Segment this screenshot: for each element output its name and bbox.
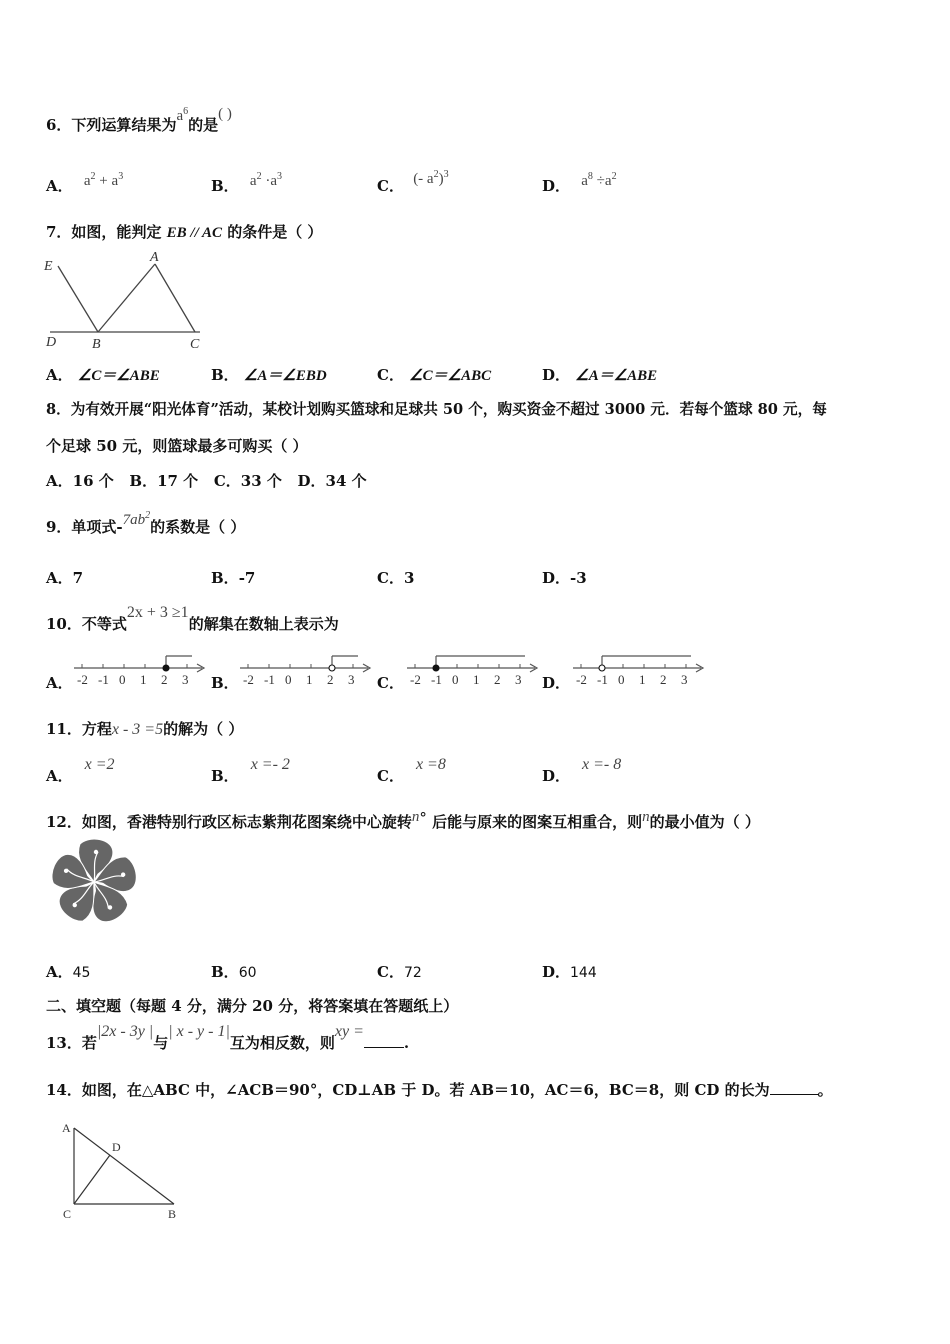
tick-label: 1: [473, 672, 480, 687]
q6-option-c[interactable]: [377, 169, 449, 196]
q12-option-c[interactable]: [377, 961, 422, 982]
q11-option-b[interactable]: [211, 756, 290, 786]
q8-line1: 8．为有效开展“阳光体育”活动，某校计划购买篮球和足球共 50 个，购买资金不超过 3000 元．若每个篮球 80 元，每: [46, 401, 827, 418]
label-c: C: [63, 1207, 72, 1221]
option-text: 3: [403, 569, 415, 587]
tick-label: 2: [327, 672, 334, 687]
q6-stem: [46, 106, 232, 135]
base: a: [270, 173, 278, 189]
option-letter: C．: [377, 963, 404, 981]
label-d: D: [46, 335, 57, 350]
option-letter: D．: [542, 963, 571, 981]
q7-figure: [40, 248, 215, 353]
tick-label: 0: [618, 672, 625, 687]
q10-stem-suffix: 的解集在数轴上表示为: [188, 615, 339, 633]
q13-abs2: | x - y - 1|: [168, 1023, 230, 1040]
q11-stem-prefix: 11．方程: [46, 720, 112, 738]
option-text: x =2: [84, 756, 115, 773]
q10-number-line-b: [236, 652, 376, 690]
q7-option-d[interactable]: [542, 364, 657, 385]
q6-option-d[interactable]: [542, 171, 617, 196]
q9-option-a[interactable]: [46, 567, 83, 588]
q10-option-c[interactable]: [377, 672, 404, 693]
option-letter: B．: [211, 674, 239, 692]
q10-option-b[interactable]: [211, 672, 239, 693]
q13-prefix: 13．若: [46, 1034, 97, 1052]
option-letter: A．: [46, 963, 73, 981]
q11-option-c[interactable]: [377, 756, 446, 786]
line-ac: [155, 264, 195, 332]
q11-stem: [46, 718, 243, 739]
tick-label: 1: [140, 672, 147, 687]
q7-stem: [46, 221, 322, 242]
side-ab: [74, 1128, 174, 1204]
label-c: C: [190, 337, 200, 352]
tick-label: 3: [681, 672, 688, 687]
option-text: ∠C＝∠ABC: [409, 368, 492, 384]
label-d: D: [112, 1140, 121, 1154]
q14-text: 14．如图，在△ABC 中，∠ACB＝90°，CD⊥AB 于 D。若 AB＝10，AC＝6，BC＝8，则 CD 的长为: [46, 1081, 770, 1099]
q10-number-line-a: [70, 652, 210, 690]
tick-label: 2: [161, 672, 168, 687]
q7-option-c[interactable]: [377, 364, 491, 385]
tick-label: 3: [182, 672, 189, 687]
q6-paren: ( ): [218, 106, 232, 122]
tick-label: -2: [77, 672, 88, 687]
tick-label: 0: [285, 672, 292, 687]
option-text: ∠A＝∠EBD: [243, 368, 327, 384]
q6-expr-exp: 6: [183, 106, 189, 117]
q12-degree: °: [419, 809, 427, 827]
q7-stem-suffix: 的条件是（ ）: [221, 223, 323, 241]
q9-monomial-exp: 2: [145, 510, 151, 521]
label-a: A: [150, 250, 159, 265]
option-letter: D．: [542, 366, 571, 384]
q6-stem-suffix: 的是: [188, 116, 219, 134]
q13-target: xy =: [334, 1023, 364, 1040]
q6-option-b[interactable]: [211, 171, 283, 196]
q7-option-b[interactable]: [211, 364, 327, 385]
q9-option-d[interactable]: [542, 567, 587, 588]
q13-answer-blank[interactable]: [364, 1033, 404, 1048]
q12-var-n: n: [411, 809, 420, 825]
q11-option-d[interactable]: [542, 756, 622, 786]
section-heading: 二、填空题（每题 4 分，满分 20 分，将答案填在答题纸上）: [46, 997, 459, 1015]
base: a: [604, 173, 612, 189]
tick-label: 3: [515, 672, 522, 687]
tick-label: -1: [431, 672, 442, 687]
q14-answer-blank[interactable]: [770, 1080, 818, 1095]
option-text: 144: [570, 965, 597, 981]
option-letter: C．: [377, 177, 404, 195]
option-letter: C．: [377, 767, 404, 785]
tick-label: 0: [119, 672, 126, 687]
tick-label: -2: [576, 672, 587, 687]
q13-stem: [46, 1023, 410, 1053]
exp: 8: [587, 171, 593, 182]
option-text: x =- 2: [250, 756, 290, 773]
option-text: x =8: [415, 756, 446, 773]
tick-label: -1: [597, 672, 608, 687]
option-text: -7: [238, 569, 256, 587]
operator: +: [95, 173, 112, 189]
option-letter: C．: [377, 674, 404, 692]
q12-stem-mid: 后能与原来的图案互相重合，则: [426, 813, 643, 831]
q7-stem-prefix: 7．如图，能判定: [46, 223, 167, 241]
exp: 2: [256, 171, 262, 182]
q10-stem: [46, 604, 339, 634]
tick-label: 2: [660, 672, 667, 687]
option-text: 45: [72, 965, 91, 981]
bauhinia-flower-figure: [48, 836, 140, 928]
altitude-cd: [74, 1155, 110, 1204]
option-letter: C．: [377, 366, 404, 384]
base: a: [249, 173, 257, 189]
option-letter: D．: [542, 569, 571, 587]
option-letter: A．: [46, 177, 73, 195]
q12-option-d[interactable]: [542, 961, 597, 982]
label-a: A: [62, 1121, 71, 1135]
label-b: B: [168, 1207, 177, 1221]
q9-option-b[interactable]: [211, 567, 255, 588]
q9-monomial: 7ab: [122, 512, 146, 528]
option-text: 72: [403, 965, 422, 981]
base: a: [111, 173, 119, 189]
option-text: 60: [238, 965, 257, 981]
q14-triangle-figure: [58, 1116, 188, 1226]
base: a: [581, 173, 588, 189]
tick-label: 1: [639, 672, 646, 687]
tick-label: 2: [494, 672, 501, 687]
option-text: 7: [72, 569, 84, 587]
q14-stem: [46, 1079, 833, 1100]
q9-stem: [46, 510, 246, 537]
option-letter: B．: [211, 569, 239, 587]
tick-label: 3: [348, 672, 355, 687]
q10-option-a[interactable]: [46, 672, 73, 693]
q8-line2: 个足球 50 元，则篮球最多可购买（ ）: [46, 437, 308, 455]
option-text: -3: [570, 569, 587, 587]
tick-label: -2: [410, 672, 421, 687]
q13-mid: 与: [153, 1034, 169, 1052]
option-letter: B．: [211, 366, 239, 384]
option-letter: D．: [542, 674, 571, 692]
exp: 3: [443, 169, 449, 180]
q9-stem-suffix: 的系数是（ ）: [150, 518, 246, 536]
q6-option-a[interactable]: [46, 171, 124, 196]
option-text: x =- 8: [582, 756, 622, 773]
petal-star: [94, 850, 98, 854]
exp: 3: [118, 171, 124, 182]
label-e: E: [44, 259, 53, 274]
q10-number-line-c: [403, 652, 543, 690]
q9-option-c[interactable]: [377, 567, 414, 588]
q13-end: .: [403, 1034, 410, 1052]
q14-end: 。: [817, 1081, 833, 1099]
q6-expr-base: a: [176, 108, 184, 124]
option-letter: C．: [377, 569, 404, 587]
option-letter: D．: [542, 177, 571, 195]
option-letter: B．: [211, 177, 239, 195]
option-letter: B．: [211, 963, 239, 981]
q11-option-a[interactable]: [46, 756, 115, 786]
exp: 2: [611, 171, 617, 182]
solution-point: [433, 665, 439, 671]
operator: ÷: [592, 173, 605, 189]
q10-number-line-d: [569, 652, 709, 690]
label-b: B: [92, 337, 101, 352]
paren-open: (- a: [413, 171, 434, 187]
tick-label: 0: [452, 672, 459, 687]
option-letter: A．: [46, 674, 73, 692]
q10-inequality: 2x + 3 ≥1: [126, 604, 189, 621]
solution-point: [329, 665, 335, 671]
option-letter: A．: [46, 569, 73, 587]
option-letter: A．: [46, 366, 73, 384]
q12-stem-suffix: 的最小值为（ ）: [649, 813, 760, 831]
q12-stem: [46, 811, 760, 832]
operator: ·: [261, 173, 271, 189]
tick-label: -2: [243, 672, 254, 687]
q9-stem-prefix: 9．单项式-: [46, 518, 123, 536]
q12-option-a[interactable]: [46, 961, 90, 982]
tick-label: -1: [264, 672, 275, 687]
q12-option-b[interactable]: [211, 961, 257, 982]
q7-option-a[interactable]: [46, 364, 160, 385]
paren-close: ): [438, 171, 444, 187]
base: a: [83, 173, 91, 189]
tick-label: 1: [306, 672, 313, 687]
option-text: ∠C＝∠ABE: [77, 368, 160, 384]
exp: 2: [90, 171, 96, 182]
q11-stem-suffix: 的解为（ ）: [163, 720, 244, 738]
q11-equation: x - 3 =5: [111, 721, 164, 738]
q10-option-d[interactable]: [542, 672, 570, 693]
solution-point: [163, 665, 169, 671]
q13-abs1: |2x - 3y |: [96, 1023, 154, 1040]
option-letter: B．: [211, 767, 239, 785]
tick-label: -1: [98, 672, 109, 687]
option-letter: A．: [46, 767, 73, 785]
q7-stem-math: EB // AC: [166, 225, 222, 241]
q12-stem-prefix: 12．如图，香港特别行政区标志紫荆花图案绕中心旋转: [46, 813, 412, 831]
line-ba: [98, 264, 155, 332]
q13-suffix: 互为相反数，则: [229, 1034, 335, 1052]
line-eb: [58, 266, 98, 332]
q10-stem-prefix: 10．不等式: [46, 615, 127, 633]
exp: 2: [433, 169, 439, 180]
exp: 3: [277, 171, 283, 182]
q6-stem-prefix: 6．下列运算结果为: [46, 116, 177, 134]
option-letter: D．: [542, 767, 571, 785]
q12-var-n-2: n: [642, 809, 650, 825]
option-text: ∠A＝∠ABE: [575, 368, 658, 384]
q8-options[interactable]: A．16 个 B．17 个 C．33 个 D．34 个: [46, 472, 367, 490]
solution-point: [599, 665, 605, 671]
